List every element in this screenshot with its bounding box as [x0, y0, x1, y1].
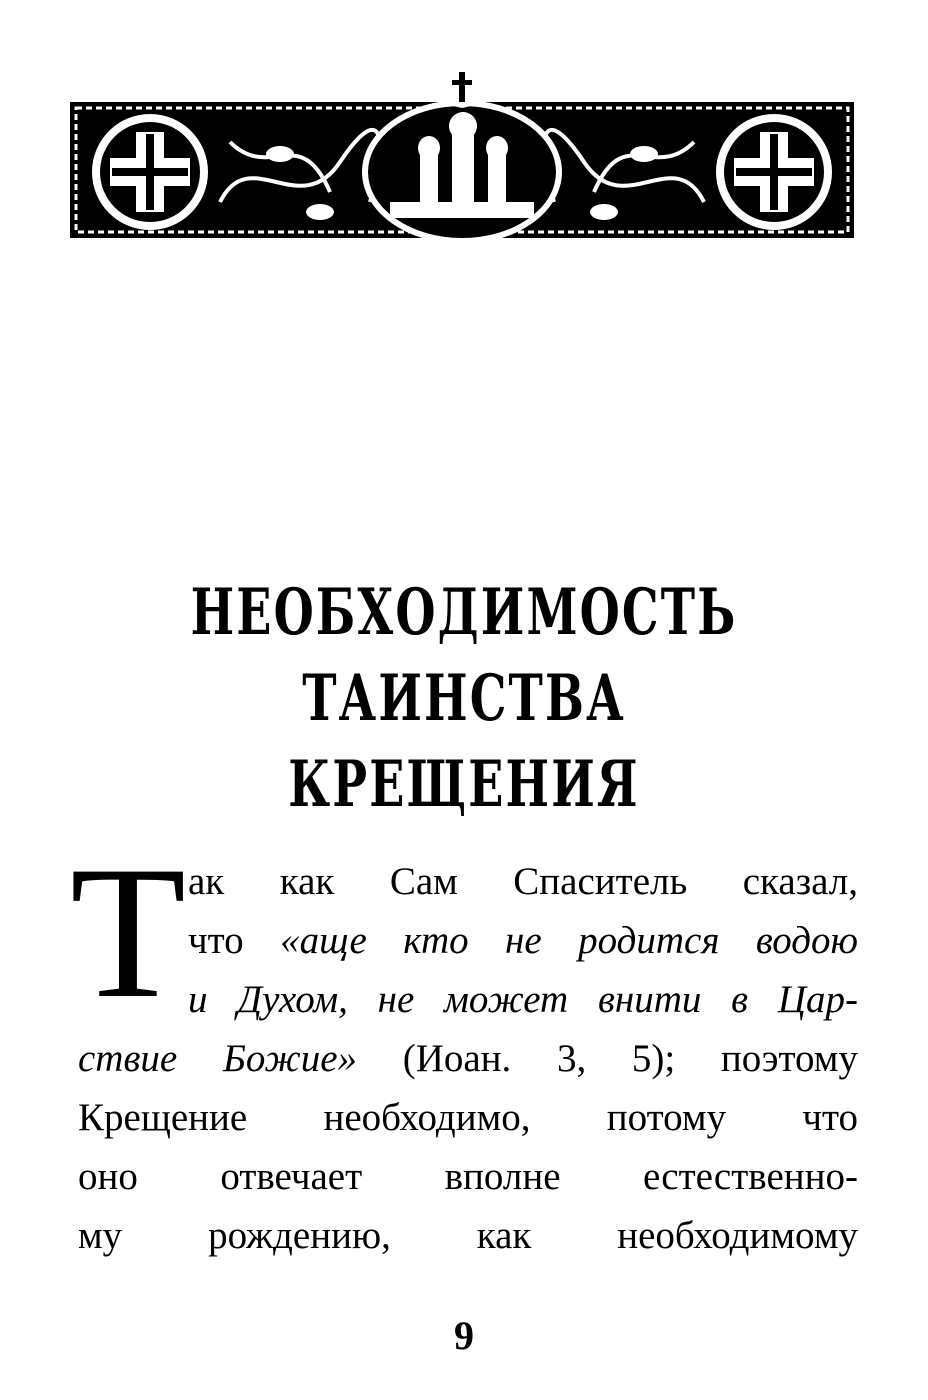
- body-line: Крещение необходимо, потому что: [78, 1096, 858, 1139]
- church-domes-icon: [362, 66, 562, 242]
- body-line: [78, 1029, 858, 1088]
- quote-text: «аще кто не родится водою: [280, 919, 858, 962]
- body-line-part: что: [188, 919, 281, 962]
- chapter-title: [173, 570, 755, 828]
- cross-medallion-right-icon: [716, 114, 832, 230]
- headpiece-ornament: [70, 62, 854, 242]
- quote-line: и Духом, не может внити в Цар-: [188, 978, 858, 1021]
- body-line: оно отвечает вполне естественно-: [78, 1155, 858, 1198]
- body-line: му рождению, как необходимому: [78, 1214, 858, 1257]
- chapter-title-line2: КРЕЩЕНИЯ: [288, 747, 640, 822]
- body-line-part: (Иоан. 3, 5); поэтому: [357, 1037, 858, 1080]
- cross-medallion-left-icon: [92, 114, 208, 230]
- quote-text: ствие Божие»: [78, 1037, 358, 1080]
- body-line: [78, 911, 858, 970]
- chapter-title-line1: НЕОБХОДИМОСТЬ ТАИНСТВА: [190, 575, 738, 736]
- drop-cap: Т: [70, 828, 187, 1038]
- body-line: ак как Сам Спаситель сказал,: [188, 860, 858, 903]
- page-number: 9: [454, 1313, 474, 1358]
- body-paragraph: [78, 852, 858, 1265]
